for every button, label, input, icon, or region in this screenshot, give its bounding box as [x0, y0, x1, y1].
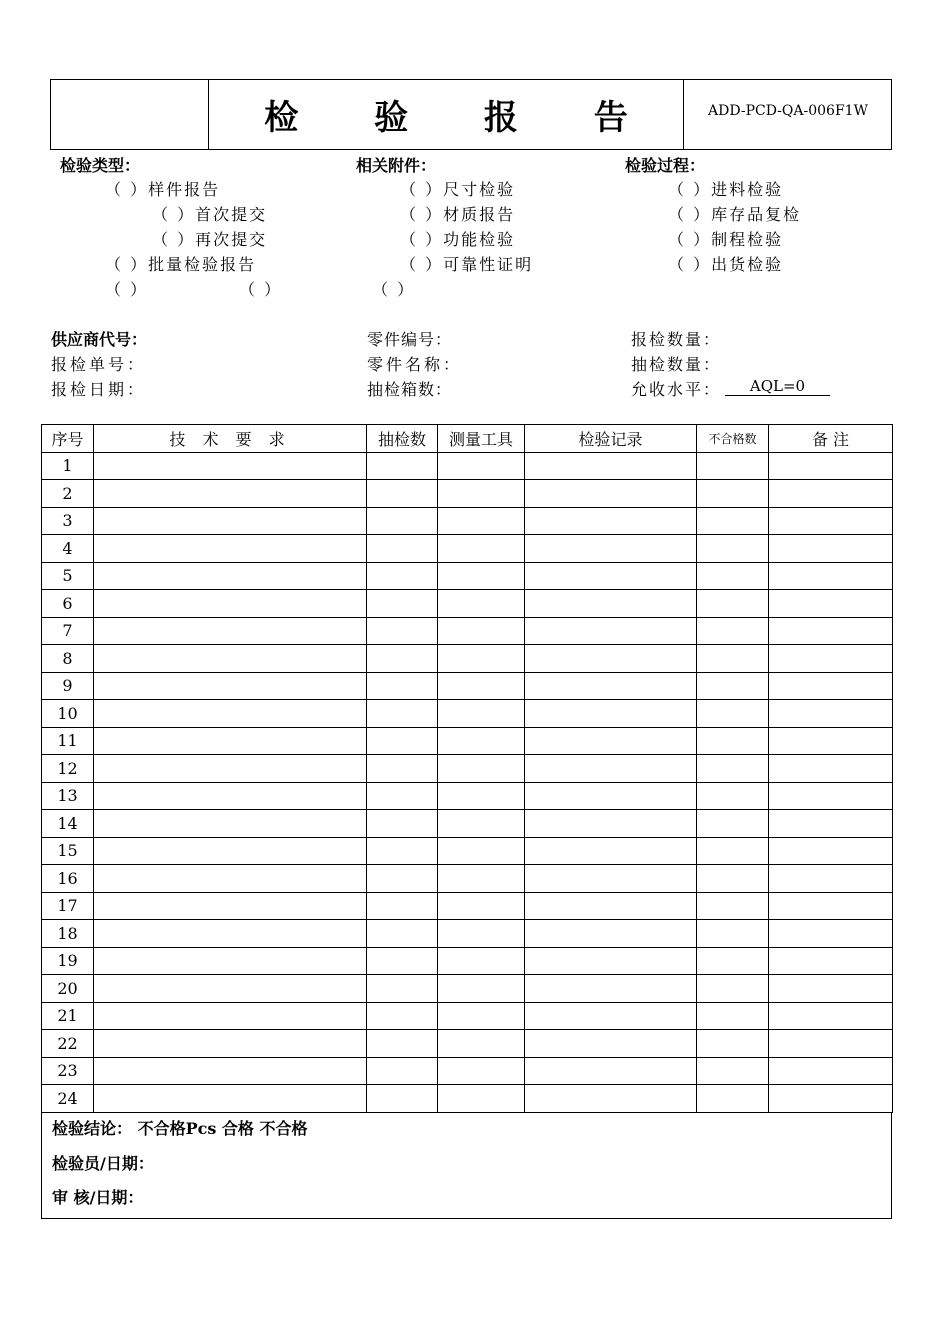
defect-count-cell[interactable]: [697, 672, 769, 700]
remarks-cell[interactable]: [769, 562, 893, 590]
table-row: [42, 837, 893, 865]
report-date-label: 报检日期：: [51, 380, 147, 399]
measuring-tool-cell[interactable]: [438, 507, 525, 535]
table-row: [42, 617, 893, 645]
defect-count-cell[interactable]: [697, 452, 769, 480]
sample-count-cell[interactable]: [367, 617, 438, 645]
table-row: [42, 1002, 893, 1030]
measuring-tool-cell[interactable]: [438, 590, 525, 618]
requirement-cell[interactable]: [94, 645, 367, 673]
measuring-tool-cell[interactable]: [438, 947, 525, 975]
sample-count-cell[interactable]: [367, 727, 438, 755]
sample-boxes-label: 抽检箱数：: [367, 380, 453, 399]
record-cell[interactable]: [525, 452, 697, 480]
sample-count-cell[interactable]: [367, 452, 438, 480]
row-number: 20: [42, 975, 94, 1003]
table-row: [42, 755, 893, 783]
remarks-cell[interactable]: [769, 1085, 893, 1113]
inspection-type-label: 检验类型：: [60, 156, 141, 175]
record-cell[interactable]: [525, 1030, 697, 1058]
record-cell[interactable]: [525, 947, 697, 975]
record-cell[interactable]: [525, 727, 697, 755]
report-title: 检 验 报 告: [264, 98, 660, 138]
defect-count-cell[interactable]: [697, 617, 769, 645]
row-number: 7: [42, 617, 94, 645]
sample-count-cell[interactable]: [367, 700, 438, 728]
measuring-tool-cell[interactable]: [438, 452, 525, 480]
sample-count-cell[interactable]: [367, 755, 438, 783]
sample-count-cell[interactable]: [367, 1085, 438, 1113]
sample-count-cell[interactable]: [367, 1030, 438, 1058]
remarks-cell[interactable]: [769, 920, 893, 948]
sample-quantity-label: 抽检数量：: [631, 355, 722, 374]
row-number: 17: [42, 892, 94, 920]
sample-count-cell[interactable]: [367, 837, 438, 865]
row-number: 21: [42, 1002, 94, 1030]
record-cell[interactable]: [525, 892, 697, 920]
option-function-check[interactable]: （ ）功能检验: [400, 230, 516, 249]
defect-count-cell[interactable]: [697, 645, 769, 673]
table-header-row: [42, 425, 893, 453]
requirement-cell[interactable]: [94, 892, 367, 920]
record-cell[interactable]: [525, 672, 697, 700]
row-number: 14: [42, 810, 94, 838]
table-row: [42, 975, 893, 1003]
sample-count-cell[interactable]: [367, 480, 438, 508]
measuring-tool-cell[interactable]: [438, 1030, 525, 1058]
requirement-cell[interactable]: [94, 865, 367, 893]
defect-count-cell[interactable]: [697, 480, 769, 508]
aql-value: AQL=0: [725, 377, 830, 396]
sample-count-cell[interactable]: [367, 947, 438, 975]
table-row: [42, 1057, 893, 1085]
table-row: [42, 645, 893, 673]
report-number-label: 报检单号：: [51, 355, 147, 374]
requirement-cell[interactable]: [94, 535, 367, 563]
option-incoming-inspection[interactable]: （ ）进料检验: [668, 180, 784, 199]
measuring-tool-cell[interactable]: [438, 810, 525, 838]
defect-count-cell[interactable]: [697, 507, 769, 535]
sample-count-cell[interactable]: [367, 507, 438, 535]
inspector-date-label: 检验员/日期：: [52, 1154, 154, 1173]
requirement-cell[interactable]: [94, 562, 367, 590]
remarks-cell[interactable]: [769, 645, 893, 673]
remarks-cell[interactable]: [769, 480, 893, 508]
table-row: [42, 700, 893, 728]
table-row: [42, 535, 893, 563]
header-box: [50, 79, 892, 150]
record-cell[interactable]: [525, 700, 697, 728]
option-stock-recheck[interactable]: （ ）库存品复检: [668, 205, 802, 224]
defect-count-cell[interactable]: [697, 782, 769, 810]
remarks-cell[interactable]: [769, 535, 893, 563]
measuring-tool-cell[interactable]: [438, 727, 525, 755]
row-number: 5: [42, 562, 94, 590]
col-header-remarks: 备 注: [769, 425, 893, 453]
remarks-cell[interactable]: [769, 727, 893, 755]
record-cell[interactable]: [525, 975, 697, 1003]
record-cell[interactable]: [525, 755, 697, 783]
table-row: [42, 947, 893, 975]
record-cell[interactable]: [525, 535, 697, 563]
record-cell[interactable]: [525, 1085, 697, 1113]
defect-count-cell[interactable]: [697, 975, 769, 1003]
requirement-cell[interactable]: [94, 480, 367, 508]
inspection-table: [41, 424, 893, 1113]
remarks-cell[interactable]: [769, 782, 893, 810]
measuring-tool-cell[interactable]: [438, 1002, 525, 1030]
footer-box: [41, 1112, 892, 1219]
table-row: [42, 672, 893, 700]
option-outgoing-inspection[interactable]: （ ）出货检验: [668, 255, 784, 274]
defect-count-cell[interactable]: [697, 1085, 769, 1113]
option-resubmission[interactable]: （ ）再次提交: [152, 230, 268, 249]
remarks-cell[interactable]: [769, 590, 893, 618]
requirement-cell[interactable]: [94, 672, 367, 700]
requirement-cell[interactable]: [94, 1085, 367, 1113]
measuring-tool-cell[interactable]: [438, 782, 525, 810]
table-row: [42, 507, 893, 535]
measuring-tool-cell[interactable]: [438, 700, 525, 728]
remarks-cell[interactable]: [769, 837, 893, 865]
option-sample-report[interactable]: （ ）样件报告: [105, 180, 221, 199]
requirement-cell[interactable]: [94, 810, 367, 838]
supplier-code-label: 供应商代号：: [51, 330, 148, 349]
col-header-requirements: 技 术 要 求: [94, 425, 367, 453]
col-header-measuring-tool: 测量工具: [438, 425, 525, 453]
row-number: 16: [42, 865, 94, 893]
defect-count-cell[interactable]: [697, 590, 769, 618]
option-material-report[interactable]: （ ）材质报告: [400, 205, 516, 224]
measuring-tool-cell[interactable]: [438, 975, 525, 1003]
remarks-cell[interactable]: [769, 975, 893, 1003]
requirement-cell[interactable]: [94, 617, 367, 645]
measuring-tool-cell[interactable]: [438, 672, 525, 700]
record-cell[interactable]: [525, 810, 697, 838]
defect-count-cell[interactable]: [697, 727, 769, 755]
record-cell[interactable]: [525, 507, 697, 535]
measuring-tool-cell[interactable]: [438, 837, 525, 865]
row-number: 2: [42, 480, 94, 508]
requirement-cell[interactable]: [94, 975, 367, 1003]
option-process-inspection[interactable]: （ ）制程检验: [668, 230, 784, 249]
defect-count-cell[interactable]: [697, 947, 769, 975]
option-blank-2[interactable]: （ ）: [239, 280, 283, 299]
attachments-label: 相关附件：: [356, 156, 437, 175]
remarks-cell[interactable]: [769, 892, 893, 920]
remarks-cell[interactable]: [769, 1002, 893, 1030]
requirement-cell[interactable]: [94, 782, 367, 810]
defect-count-cell[interactable]: [697, 1057, 769, 1085]
conclusion-line: 检验结论： 不合格Pcs 合格 不合格: [52, 1119, 308, 1138]
requirement-cell[interactable]: [94, 837, 367, 865]
row-number: 15: [42, 837, 94, 865]
defect-count-cell[interactable]: [697, 810, 769, 838]
document-number: ADD-PCD-QA-006F1W: [708, 103, 868, 119]
defect-count-cell[interactable]: [697, 1002, 769, 1030]
sample-count-cell[interactable]: [367, 975, 438, 1003]
table-row: [42, 727, 893, 755]
report-quantity-label: 报检数量：: [631, 330, 722, 349]
table-row: [42, 1085, 893, 1113]
record-cell[interactable]: [525, 782, 697, 810]
option-dimension-check[interactable]: （ ）尺寸检验: [400, 180, 516, 199]
measuring-tool-cell[interactable]: [438, 562, 525, 590]
record-cell[interactable]: [525, 837, 697, 865]
defect-count-cell[interactable]: [697, 562, 769, 590]
measuring-tool-cell[interactable]: [438, 1057, 525, 1085]
sample-count-cell[interactable]: [367, 562, 438, 590]
sample-count-cell[interactable]: [367, 892, 438, 920]
row-number: 11: [42, 727, 94, 755]
table-row: [42, 865, 893, 893]
defect-count-cell[interactable]: [697, 700, 769, 728]
row-number: 19: [42, 947, 94, 975]
table-row: [42, 810, 893, 838]
sample-count-cell[interactable]: [367, 920, 438, 948]
table-row: [42, 590, 893, 618]
record-cell[interactable]: [525, 1002, 697, 1030]
measuring-tool-cell[interactable]: [438, 892, 525, 920]
row-number: 22: [42, 1030, 94, 1058]
record-cell[interactable]: [525, 480, 697, 508]
sample-count-cell[interactable]: [367, 590, 438, 618]
table-row: [42, 920, 893, 948]
remarks-cell[interactable]: [769, 810, 893, 838]
sample-count-cell[interactable]: [367, 645, 438, 673]
defect-count-cell[interactable]: [697, 865, 769, 893]
record-cell[interactable]: [525, 920, 697, 948]
row-number: 8: [42, 645, 94, 673]
requirement-cell[interactable]: [94, 590, 367, 618]
remarks-cell[interactable]: [769, 947, 893, 975]
measuring-tool-cell[interactable]: [438, 920, 525, 948]
requirement-cell[interactable]: [94, 1057, 367, 1085]
defect-count-cell[interactable]: [697, 837, 769, 865]
col-header-seq: 序号: [42, 425, 94, 453]
measuring-tool-cell[interactable]: [438, 535, 525, 563]
measuring-tool-cell[interactable]: [438, 480, 525, 508]
record-cell[interactable]: [525, 562, 697, 590]
measuring-tool-cell[interactable]: [438, 1085, 525, 1113]
remarks-cell[interactable]: [769, 617, 893, 645]
option-batch-report[interactable]: （ ）批量检验报告: [105, 255, 257, 274]
defect-count-cell[interactable]: [697, 1030, 769, 1058]
reviewer-date-label: 审 核/日期：: [52, 1188, 144, 1207]
process-label: 检验过程：: [625, 156, 706, 175]
row-number: 4: [42, 535, 94, 563]
row-number: 6: [42, 590, 94, 618]
row-number: 12: [42, 755, 94, 783]
requirement-cell[interactable]: [94, 727, 367, 755]
row-number: 18: [42, 920, 94, 948]
requirement-cell[interactable]: [94, 1030, 367, 1058]
table-row: [42, 892, 893, 920]
option-reliability-proof[interactable]: （ ）可靠性证明: [400, 255, 534, 274]
record-cell[interactable]: [525, 1057, 697, 1085]
sample-count-cell[interactable]: [367, 782, 438, 810]
part-name-label: 零件名称：: [367, 355, 463, 374]
requirement-cell[interactable]: [94, 452, 367, 480]
table-row: [42, 480, 893, 508]
sample-count-cell[interactable]: [367, 672, 438, 700]
defect-count-cell[interactable]: [697, 920, 769, 948]
aql-label: 允收水平：: [631, 380, 722, 399]
requirement-cell[interactable]: [94, 700, 367, 728]
col-header-defect-count: 不合格数: [697, 425, 769, 453]
sample-count-cell[interactable]: [367, 810, 438, 838]
col-header-record: 检验记录: [525, 425, 697, 453]
record-cell[interactable]: [525, 645, 697, 673]
sample-count-cell[interactable]: [367, 865, 438, 893]
row-number: 9: [42, 672, 94, 700]
requirement-cell[interactable]: [94, 507, 367, 535]
measuring-tool-cell[interactable]: [438, 755, 525, 783]
requirement-cell[interactable]: [94, 1002, 367, 1030]
measuring-tool-cell[interactable]: [438, 865, 525, 893]
record-cell[interactable]: [525, 865, 697, 893]
remarks-cell[interactable]: [769, 865, 893, 893]
col-header-sample-count: 抽检数: [367, 425, 438, 453]
sample-count-cell[interactable]: [367, 1002, 438, 1030]
row-number: 23: [42, 1057, 94, 1085]
table-row: [42, 1030, 893, 1058]
table-row: [42, 452, 893, 480]
defect-count-cell[interactable]: [697, 892, 769, 920]
record-cell[interactable]: [525, 590, 697, 618]
remarks-cell[interactable]: [769, 672, 893, 700]
requirement-cell[interactable]: [94, 920, 367, 948]
remarks-cell[interactable]: [769, 700, 893, 728]
remarks-cell[interactable]: [769, 1057, 893, 1085]
table-row: [42, 782, 893, 810]
remarks-cell[interactable]: [769, 1030, 893, 1058]
measuring-tool-cell[interactable]: [438, 617, 525, 645]
part-number-label: 零件编号：: [367, 330, 453, 349]
option-blank-1[interactable]: （ ）: [105, 280, 149, 299]
sample-count-cell[interactable]: [367, 535, 438, 563]
table-row: [42, 562, 893, 590]
remarks-cell[interactable]: [769, 755, 893, 783]
requirement-cell[interactable]: [94, 755, 367, 783]
sample-count-cell[interactable]: [367, 1057, 438, 1085]
record-cell[interactable]: [525, 617, 697, 645]
row-number: 3: [42, 507, 94, 535]
row-number: 1: [42, 452, 94, 480]
remarks-cell[interactable]: [769, 507, 893, 535]
defect-count-cell[interactable]: [697, 535, 769, 563]
row-number: 24: [42, 1085, 94, 1113]
remarks-cell[interactable]: [769, 452, 893, 480]
defect-count-cell[interactable]: [697, 755, 769, 783]
requirement-cell[interactable]: [94, 947, 367, 975]
measuring-tool-cell[interactable]: [438, 645, 525, 673]
option-first-submission[interactable]: （ ）首次提交: [152, 205, 268, 224]
row-number: 13: [42, 782, 94, 810]
row-number: 10: [42, 700, 94, 728]
option-blank-3[interactable]: （ ）: [372, 280, 416, 299]
